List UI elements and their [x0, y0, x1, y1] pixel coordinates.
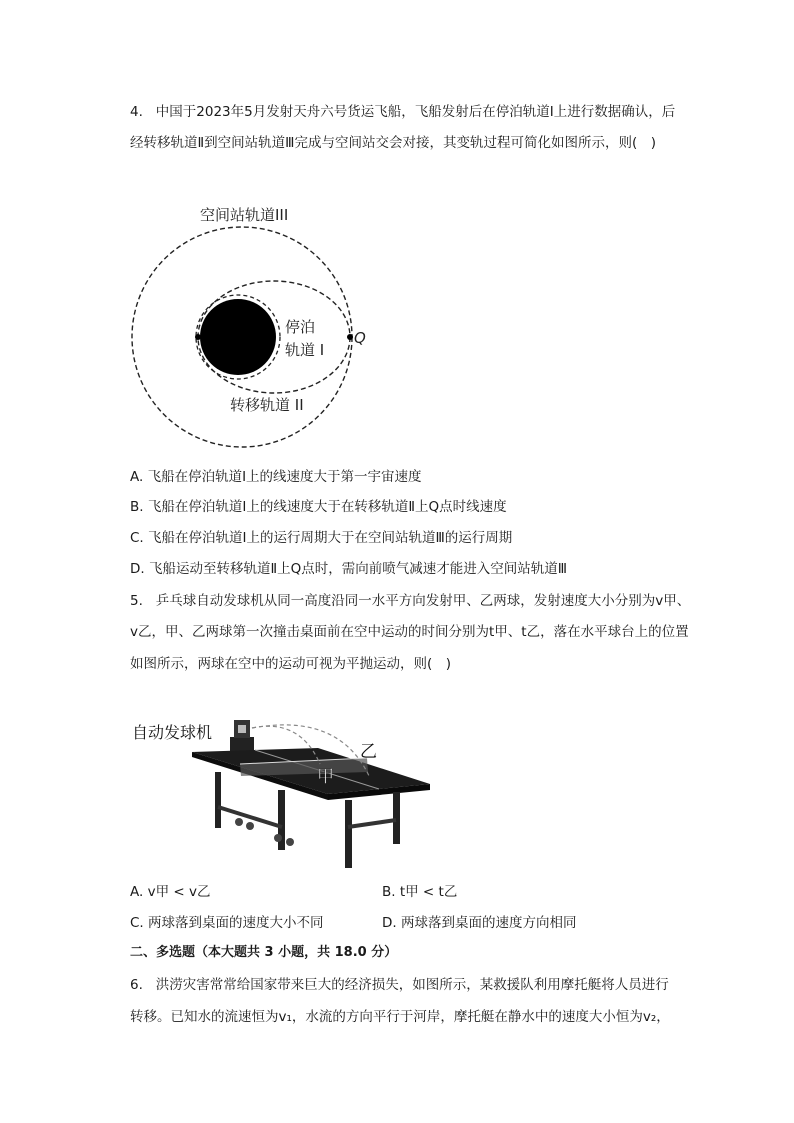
label-serving-machine: 自动发球机: [132, 723, 213, 742]
table-leg: [393, 792, 400, 844]
label-orbit-2: 转移轨道 II: [230, 396, 304, 414]
table-leg: [215, 772, 221, 828]
q4-line1: [130, 102, 675, 122]
label-orbit-1-top: 停泊: [285, 318, 316, 336]
table-leg: [345, 800, 352, 868]
table-wheel: [274, 834, 282, 842]
q6-line1: [130, 975, 669, 995]
q5-option-a: A. v甲 < v乙: [130, 884, 211, 900]
q5-option-b: B. t甲 < t乙: [382, 884, 458, 900]
q4-option-a: A. 飞船在停泊轨道Ⅰ上的线速度大于第一宇宙速度: [130, 469, 422, 485]
q5-option-c: C. 两球落到桌面的速度大小不同: [130, 915, 324, 931]
q5-line1: [130, 591, 690, 611]
table-wheel: [235, 818, 243, 826]
ping-pong-figure: [130, 712, 430, 874]
table-wheel: [286, 838, 294, 846]
q5-text-line1: 乒乓球自动发球机从同一高度沿同一水平方向发射甲、乙两球，发射速度大小分别为v甲、: [155, 593, 691, 609]
table-wheel: [246, 822, 254, 830]
label-yi: 乙: [360, 742, 377, 762]
label-jia: 甲: [317, 767, 334, 787]
label-q: Q: [354, 329, 366, 347]
label-orbit-1-bottom: 轨道 I: [285, 341, 325, 359]
q6-number: 6.: [130, 977, 143, 993]
q5-line3: 如图所示，两球在空中的运动可视为平抛运动，则( ): [130, 656, 452, 672]
q5-number: 5.: [130, 593, 143, 609]
q6-text-line1: 洪涝灾害常常给国家带来巨大的经济损失，如图所示，某救援队利用摩托艇将人员进行: [155, 977, 669, 993]
q4-line2: 经转移轨道Ⅱ到空间站轨道Ⅲ完成与空间站交会对接，其变轨过程可简化如图所示，则( ): [130, 135, 656, 151]
q5-option-d: D. 两球落到桌面的速度方向相同: [382, 915, 577, 931]
q4-option-c: C. 飞船在停泊轨道Ⅰ上的运行周期大于在空间站轨道Ⅲ的运行周期: [130, 530, 513, 546]
earth-disc: [200, 299, 276, 375]
q6-line2: 转移。已知水的流速恒为v₁，水流的方向平行于河岸，摩托艇在静水中的速度大小恒为v₂，: [130, 1009, 670, 1025]
q4-number: 4.: [130, 104, 143, 120]
q4-option-b: B. 飞船在停泊轨道Ⅰ上的线速度大于在转移轨道Ⅱ上Q点时线速度: [130, 499, 507, 515]
perigee-point: [195, 334, 201, 340]
q4-text-line1: 中国于2023年5月发射天舟六号货运飞船，飞船发射后在停泊轨道Ⅰ上进行数据确认，后: [155, 104, 676, 120]
label-orbit-3: 空间站轨道III: [200, 206, 289, 224]
orbit-diagram: [130, 198, 380, 450]
table-brace: [348, 820, 396, 827]
point-q: [347, 334, 353, 340]
q4-option-d: D. 飞船运动至转移轨道Ⅱ上Q点时，需向前喷气减速才能进入空间站轨道Ⅲ: [130, 561, 568, 577]
serving-machine-sticker: [238, 725, 246, 733]
q5-line2: v乙，甲、乙两球第一次撞击桌面前在空中运动的时间分别为t甲、t乙，落在水平球台上的位置: [130, 624, 689, 640]
section-heading: 二、多选题（本大题共 3 小题，共 18.0 分）: [130, 945, 398, 960]
